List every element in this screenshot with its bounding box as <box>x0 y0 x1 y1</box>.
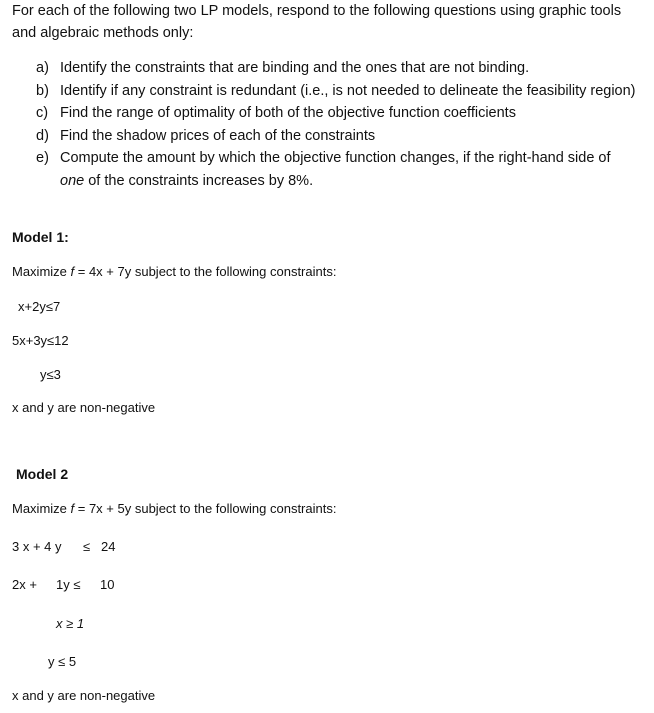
model2-objective <box>12 501 336 516</box>
objective-function-symbol: f <box>70 264 75 279</box>
model1-nonnegativity: x and y are non-negative <box>12 400 156 415</box>
model2-constraint-4: y ≤ 5 <box>48 654 77 669</box>
model2-constraint-2-lhs-b: 1y ≤ <box>56 577 81 592</box>
model1-constraint-3: y≤3 <box>40 367 61 382</box>
question-c <box>36 102 636 125</box>
question-letter: e) <box>36 150 49 166</box>
model1-constraint-1: x+2y≤7 <box>18 299 61 314</box>
question-text: Identify the constraints that are binding and the ones that are not binding. <box>60 60 530 76</box>
question-a <box>36 57 636 80</box>
objective-prefix: Maximize <box>12 501 71 516</box>
question-letter: b) <box>36 82 49 99</box>
objective-rest: = 4x + 7y subject to the following constraints: <box>74 264 337 279</box>
question-letter: d) <box>36 127 49 144</box>
intro-paragraph: For each of the following two LP models, respond to the following questions using graphic tools and algebraic methods only: <box>12 3 622 41</box>
model2-constraint-2-rhs: 10 <box>100 577 115 592</box>
question-text: Find the range of optimality of both of the objective function coefficients <box>60 105 516 121</box>
objective-rest: = 7x + 5y subject to the following constraints: <box>74 501 337 516</box>
question-text <box>60 147 636 192</box>
model1-objective <box>12 264 336 279</box>
question-text: Identify if any constraint is redundant (i.e., is not needed to delineate the feasibility region) <box>60 82 636 99</box>
model1-title: Model 1: <box>12 229 69 245</box>
model2-nonnegativity: x and y are non-negative <box>12 688 156 703</box>
question-text-part: of the constraints increases by 8%. <box>84 172 314 189</box>
model1-constraint-2: 5x+3y≤12 <box>12 333 69 348</box>
model2-constraint-2-lhs-a: 2x + <box>12 577 37 592</box>
question-text-part: Compute the amount by which the objective function changes, if the right-hand side of <box>60 150 611 166</box>
model2-constraint-1-rhs: 24 <box>101 539 116 554</box>
question-letter: a) <box>36 60 49 76</box>
question-list <box>36 57 636 192</box>
question-text-emphasis: one <box>60 172 85 189</box>
model2-constraint-3: x ≥ 1 <box>56 616 85 631</box>
objective-prefix: Maximize <box>12 264 71 279</box>
objective-function-symbol: f <box>70 501 75 516</box>
model2-constraint-1-op: ≤ <box>83 539 91 554</box>
question-e <box>36 147 636 192</box>
question-text: Find the shadow prices of each of the constraints <box>60 127 376 144</box>
question-d <box>36 125 636 148</box>
model2-constraint-1-lhs: 3 x + 4 y <box>12 539 62 554</box>
model2-title: Model 2 <box>16 466 69 482</box>
question-b <box>36 80 636 103</box>
question-letter: c) <box>36 105 49 121</box>
